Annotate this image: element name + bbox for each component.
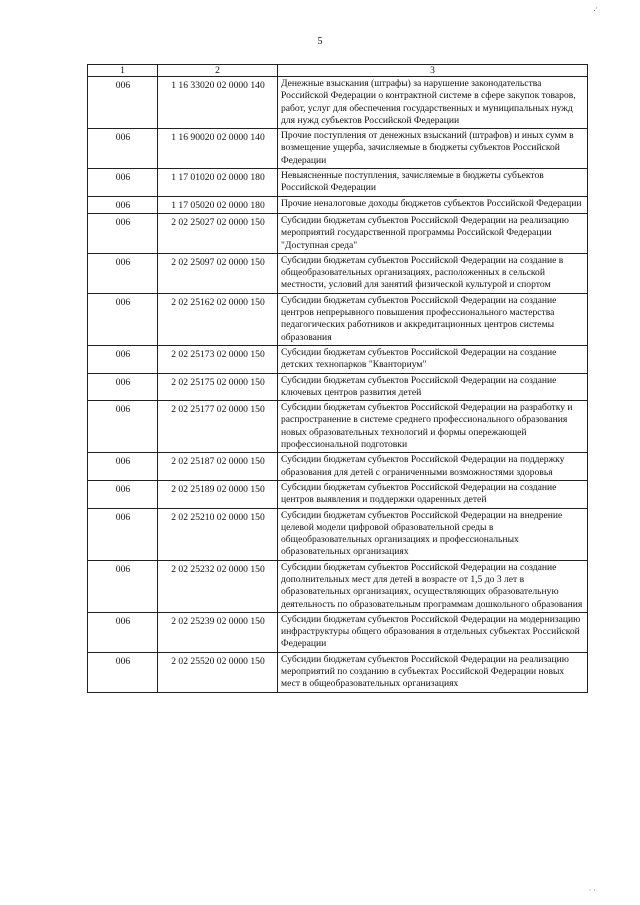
description-cell: Субсидии бюджетам субъектов Российской Федерации на создание в общеобразовательных организациях, расположенных в сельской местности, условий для занятий физической культурой и спортом <box>278 253 588 293</box>
budget-code-cell: 2 02 25189 02 0000 150 <box>158 480 278 508</box>
admin-code-cell: 006 <box>88 345 158 373</box>
budget-code-cell: 2 02 25520 02 0000 150 <box>158 652 278 692</box>
budget-code-cell: 2 02 25027 02 0000 150 <box>158 213 278 253</box>
admin-code-cell: 006 <box>88 453 158 481</box>
table-row <box>88 480 588 508</box>
scan-mark: · · <box>588 886 596 895</box>
budget-code-cell: 2 02 25210 02 0000 150 <box>158 508 278 560</box>
table-body <box>88 77 588 693</box>
column-header: 2 <box>158 65 278 77</box>
admin-code-cell: 006 <box>88 293 158 345</box>
budget-code-cell: 2 02 25232 02 0000 150 <box>158 560 278 612</box>
table-row <box>88 373 588 401</box>
scan-mark: .· <box>593 4 598 13</box>
admin-code-cell: 006 <box>88 253 158 293</box>
description-cell: Прочие неналоговые доходы бюджетов субъектов Российской Федерации <box>278 196 588 213</box>
table-row <box>88 213 588 253</box>
description-cell: Прочие поступления от денежных взысканий (штрафов) и иных сумм в возмещение ущерба, зачисляемые в бюджеты субъектов Российской Федерации <box>278 129 588 169</box>
table-row <box>88 560 588 612</box>
description-cell: Денежные взыскания (штрафы) за нарушение законодательства Российской Федерации о контрактной системе в сфере закупок товаров, работ, услуг для обеспечения государственных и муниципальных нужд для нужд субъектов Российской Федерации <box>278 77 588 129</box>
admin-code-cell: 006 <box>88 652 158 692</box>
column-header: 1 <box>88 65 158 77</box>
budget-code-cell: 2 02 25239 02 0000 150 <box>158 612 278 652</box>
budget-code-cell: 2 02 25173 02 0000 150 <box>158 345 278 373</box>
admin-code-cell: 006 <box>88 612 158 652</box>
table-row <box>88 401 588 453</box>
table-row <box>88 169 588 197</box>
description-cell: Субсидии бюджетам субъектов Российской Федерации на поддержку образования для детей с ограниченными возможностями здоровья <box>278 453 588 481</box>
budget-code-cell: 2 02 25187 02 0000 150 <box>158 453 278 481</box>
table-row <box>88 453 588 481</box>
budget-code-cell: 2 02 25097 02 0000 150 <box>158 253 278 293</box>
admin-code-cell: 006 <box>88 401 158 453</box>
column-header: 3 <box>278 65 588 77</box>
budget-code-cell: 2 02 25175 02 0000 150 <box>158 373 278 401</box>
table-row <box>88 293 588 345</box>
table-row <box>88 196 588 213</box>
admin-code-cell: 006 <box>88 373 158 401</box>
description-cell: Субсидии бюджетам субъектов Российской Федерации на создание ключевых центров развития детей <box>278 373 588 401</box>
description-cell: Субсидии бюджетам субъектов Российской Федерации на создание детских технопарков "Кванториум" <box>278 345 588 373</box>
table-row <box>88 508 588 560</box>
admin-code-cell: 006 <box>88 196 158 213</box>
budget-code-cell: 2 02 25162 02 0000 150 <box>158 293 278 345</box>
description-cell: Субсидии бюджетам субъектов Российской Федерации на реализацию мероприятий по созданию в субъектах Российской Федерации новых мест в общеобразовательных организациях <box>278 652 588 692</box>
description-cell: Невыясненные поступления, зачисляемые в бюджеты субъектов Российской Федерации <box>278 169 588 197</box>
admin-code-cell: 006 <box>88 169 158 197</box>
description-cell: Субсидии бюджетам субъектов Российской Федерации на разработку и распространение в системе среднего профессионального образования новых образовательных технологий и формы опережающей профессиональной подготовки <box>278 401 588 453</box>
admin-code-cell: 006 <box>88 560 158 612</box>
description-cell: Субсидии бюджетам субъектов Российской Федерации на создание дополнительных мест для детей в возрасте от 1,5 до 3 лет в образовательных организациях, осуществляющих образовательную деятельность по образовательным программам дошкольного образования <box>278 560 588 612</box>
description-cell: Субсидии бюджетам субъектов Российской Федерации на внедрение целевой модели цифровой образовательной среды в общеобразовательных организациях и профессиональных образовательных организациях <box>278 508 588 560</box>
admin-code-cell: 006 <box>88 77 158 129</box>
admin-code-cell: 006 <box>88 480 158 508</box>
description-cell: Субсидии бюджетам субъектов Российской Федерации на создание центров непрерывного повышения профессионального мастерства педагогических работников и аккредитационных центров системы образования <box>278 293 588 345</box>
budget-code-cell: 2 02 25177 02 0000 150 <box>158 401 278 453</box>
table-row <box>88 77 588 129</box>
description-cell: Субсидии бюджетам субъектов Российской Федерации на реализацию мероприятий государственной программы Российской Федерации "Доступная среда" <box>278 213 588 253</box>
admin-code-cell: 006 <box>88 129 158 169</box>
admin-code-cell: 006 <box>88 508 158 560</box>
description-cell: Субсидии бюджетам субъектов Российской Федерации на создание центров выявления и поддержки одаренных детей <box>278 480 588 508</box>
table-row <box>88 612 588 652</box>
header-row <box>88 65 588 77</box>
table-row <box>88 253 588 293</box>
table-row <box>88 345 588 373</box>
table-row <box>88 129 588 169</box>
description-cell: Субсидии бюджетам субъектов Российской Федерации на модернизацию инфраструктуры общего образования в отдельных субъектах Российской Федерации <box>278 612 588 652</box>
table-row <box>88 652 588 692</box>
budget-code-cell: 1 17 05020 02 0000 180 <box>158 196 278 213</box>
budget-code-cell: 1 16 90020 02 0000 140 <box>158 129 278 169</box>
revenue-codes-table <box>87 64 588 693</box>
page-number: 5 <box>317 36 323 47</box>
budget-code-cell: 1 17 01020 02 0000 180 <box>158 169 278 197</box>
budget-code-cell: 1 16 33020 02 0000 140 <box>158 77 278 129</box>
admin-code-cell: 006 <box>88 213 158 253</box>
